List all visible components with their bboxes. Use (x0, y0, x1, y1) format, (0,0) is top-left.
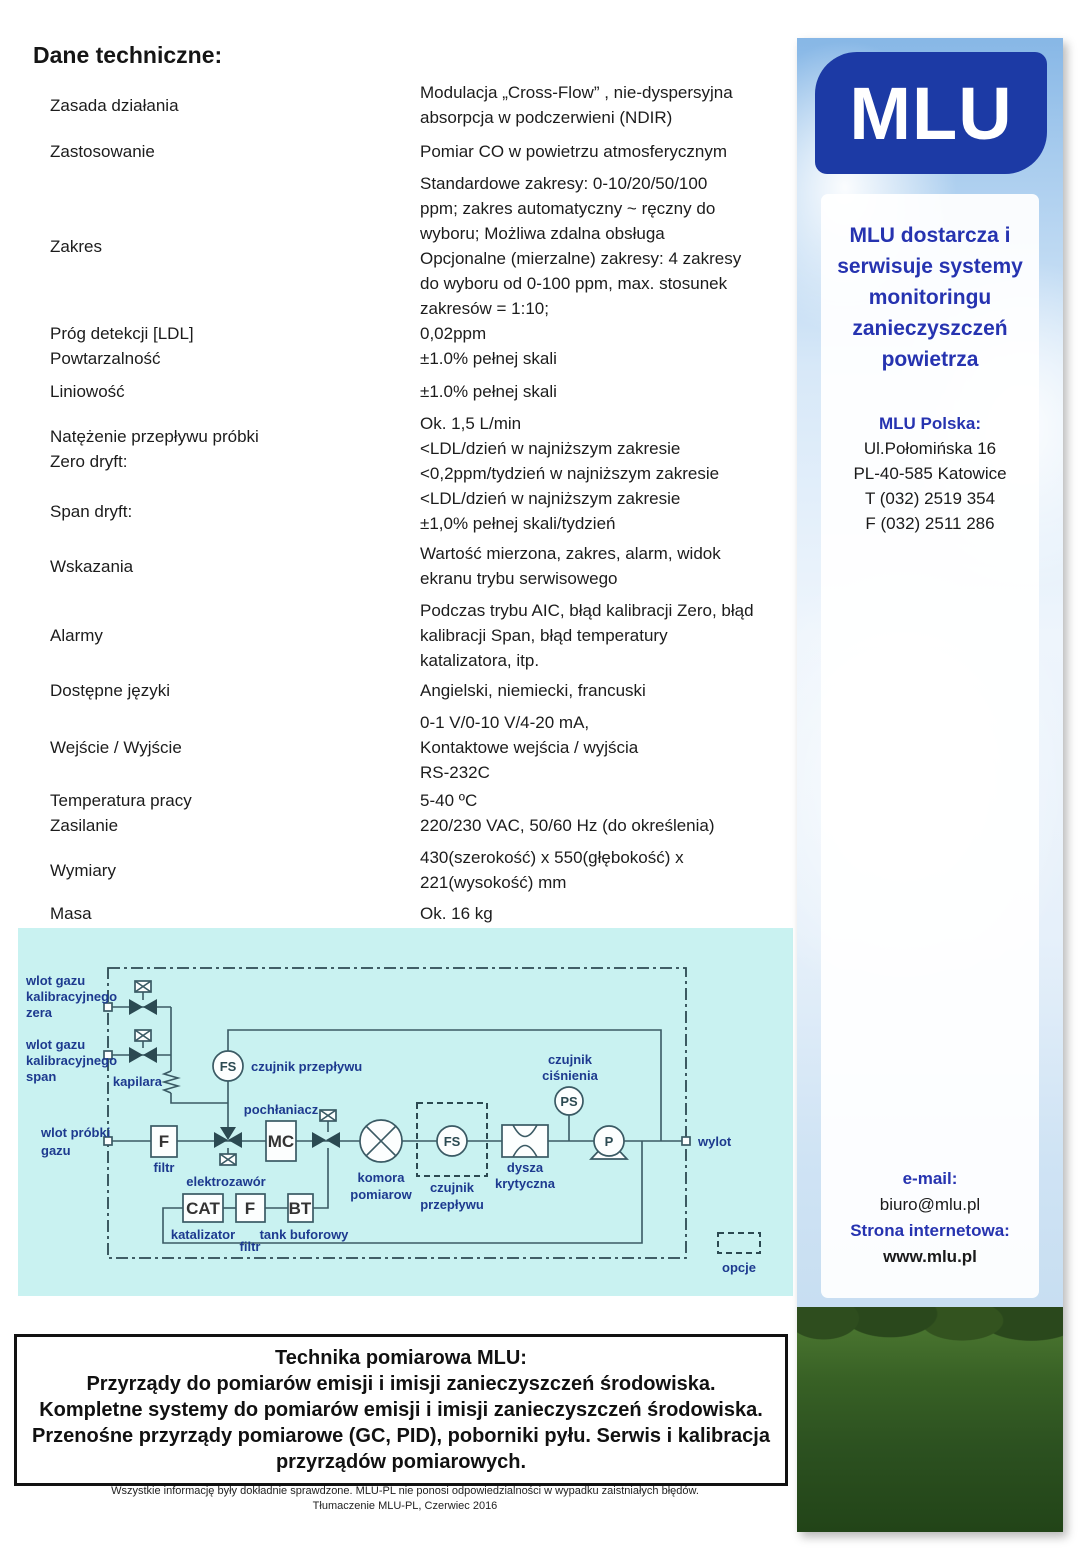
spec-label: Zastosowanie (50, 142, 155, 161)
spec-label: Zero dryft: (50, 451, 128, 471)
spec-row (50, 598, 792, 673)
capillary-zigzag (164, 1071, 178, 1093)
info-box-line: Przyrządy do pomiarów emisji i imisji zanieczyszczeń środowiska. (86, 1373, 716, 1395)
pressure-sensor-label: ciśnienia (542, 1068, 598, 1083)
spec-value-line: 430(szerokość) x 550(głębokość) x (420, 848, 684, 867)
spec-row (50, 710, 792, 785)
phone-number: T (032) 2519 354 (864, 489, 996, 508)
spec-label: Liniowość (50, 382, 125, 401)
info-box-line: Technika pomiarowa MLU: (275, 1347, 527, 1369)
pressure-sensor-label: czujnik (547, 1052, 593, 1067)
spec-value-line: Ok. 16 kg (420, 904, 493, 923)
spec-label: Wymiary (50, 860, 116, 880)
spec-label: Zasada działania (50, 95, 179, 115)
spec-value-line: 0,02ppm (420, 324, 487, 343)
solenoid-valve-label: elektrozawór (186, 1174, 266, 1189)
spec-row (50, 813, 792, 838)
spec-row (50, 80, 792, 130)
spec-row (50, 346, 792, 371)
mlu-logo (815, 52, 1047, 174)
outlet-port (682, 1137, 690, 1145)
sidebar-headline (821, 220, 1039, 375)
address-line: PL-40-585 Katowice (853, 464, 1007, 483)
spec-value-line: Wartość mierzona, zakres, alarm, widok (420, 544, 721, 563)
spec-label: Wejście / Wyjście (50, 738, 182, 757)
buffer-tank-label: tank buforowy (259, 1227, 349, 1242)
pump-letter: P (604, 1134, 614, 1149)
fs1-letters: FS (219, 1059, 237, 1074)
options-box (718, 1233, 760, 1253)
spec-value-line: 0-1 V/0-10 V/4-20 mA, (420, 713, 590, 732)
spec-value-line: Kontaktowe wejścia / wyjścia (420, 738, 639, 757)
website-label: Strona internetowa: (850, 1221, 1010, 1240)
info-box-line: Kompletne systemy do pomiarów emisji i imisji zanieczyszczeń środowiska. (39, 1399, 763, 1421)
spec-row (50, 486, 792, 536)
filter-2-letter: F (244, 1199, 256, 1218)
spec-label: Alarmy (50, 626, 103, 645)
sample-inlet-label: wlot próbki (41, 1125, 111, 1140)
spec-value-line: ±1.0% pełnej skali (420, 349, 557, 368)
zero-gas-port (104, 1003, 112, 1011)
spec-value-line: Angielski, niemiecki, francuski (420, 681, 646, 700)
capillary-label: kapilara (112, 1074, 162, 1089)
outlet-label: wylot (698, 1134, 732, 1149)
spec-value-line: ±1.0% pełnej skali (420, 382, 557, 401)
spec-value-line: do wyboru od 0-100 ppm, max. stosunek (420, 274, 728, 293)
fax-number: F (032) 2511 286 (865, 514, 995, 533)
mlu-logo-text: MLU (849, 71, 1013, 155)
critical-nozzle-label: krytyczna (495, 1176, 555, 1191)
spec-value-line: <LDL/dzień w najniższym zakresie (420, 489, 681, 508)
footer-line: Tłumaczenie MLU-PL, Czerwiec 2016 (312, 1500, 498, 1512)
filter-label: filtr (153, 1160, 175, 1175)
options-label: opcje (722, 1260, 756, 1275)
mc-letters: MC (267, 1132, 295, 1151)
spec-value-line: <LDL/dzień w najniższym zakresie (420, 439, 681, 458)
sidebar-headline-line: serwisuje systemy (837, 255, 1023, 278)
info-box-line: Przenośne przyrządy pomiarowe (GC, PID), poborniki pyłu. Serwis i kalibracja przyrządów pomiarowych. (32, 1425, 770, 1473)
span-inlet-label: wlot gazu (26, 1037, 86, 1052)
bt-letters: BT (288, 1199, 312, 1218)
spec-value-line: Pomiar CO w powietrzu atmosferycznym (420, 142, 728, 161)
spec-row (50, 411, 792, 486)
footer-line: Wszystkie informację były dokładnie sprawdzone. MLU-PL nie ponosi odpowiedzialności w wypadku zaistniałych błędów. (111, 1485, 699, 1497)
spec-value-line: Modulacja „Cross-Flow” , nie-dyspersyjna (420, 83, 733, 102)
spec-value-line: ±1,0% pełnej skali/tydzień (420, 514, 616, 533)
measuring-chamber-label: pomiarow (350, 1187, 412, 1202)
sidebar-panel (821, 194, 1039, 1298)
spec-value-line: 5-40 ºC (420, 791, 478, 810)
spec-value-line: ppm; zakres automatyczny ~ ręczny do (420, 199, 716, 218)
sidebar-headline-line: monitoringu (868, 286, 992, 309)
spec-value-line: wyboru; Możliwa zdalna obsługa (420, 224, 665, 243)
sidebar (797, 38, 1063, 1532)
spec-label: Dostępne języki (50, 681, 171, 700)
spec-label: Zasilanie (50, 816, 119, 835)
filter-letter: F (158, 1132, 170, 1151)
spec-value-line: 220/230 VAC, 50/60 Hz (do określenia) (420, 816, 715, 835)
contact-block (821, 1166, 1039, 1298)
spec-label: Wskazania (50, 556, 134, 576)
critical-nozzle-icon (502, 1125, 548, 1157)
spec-value-line: Opcjonalne (mierzalne) zakresy: 4 zakresy (420, 249, 742, 268)
spec-row (50, 541, 792, 591)
spec-label: Span dryft: (50, 501, 133, 521)
spec-row (50, 379, 792, 404)
span-inlet-label: kalibracyjnego (26, 1053, 118, 1068)
spec-value-line: absorpcja w podczerwieni (NDIR) (420, 108, 673, 127)
info-box (14, 1334, 788, 1486)
flow-sensor-2-label: przepływu (420, 1197, 484, 1212)
spec-row (50, 901, 792, 926)
footer-note (20, 1484, 790, 1514)
cat-letters: CAT (186, 1199, 220, 1218)
zero-valve-icon (129, 999, 143, 1015)
span-inlet-label: span (26, 1069, 57, 1084)
flow-sensor-1-label: czujnik przepływu (251, 1059, 363, 1074)
spec-value-line: ekranu trybu serwisowego (420, 569, 618, 588)
spec-label: Temperatura pracy (50, 791, 192, 810)
spec-value-line: 221(wysokość) mm (420, 873, 567, 892)
zero-inlet-label: zera (26, 1005, 53, 1020)
spec-label: Zakres (50, 236, 102, 256)
spec-value-line: Standardowe zakresy: 0-10/20/50/100 (420, 174, 708, 193)
grass-photo (797, 1307, 1063, 1532)
spec-label: Próg detekcji [LDL] (50, 324, 194, 343)
spec-label: Masa (50, 904, 92, 923)
measuring-chamber-label: komora (357, 1170, 405, 1185)
spec-row (50, 321, 792, 346)
sample-inlet-label: gazu (41, 1143, 71, 1158)
flow-diagram (18, 928, 793, 1296)
page-title: Dane techniczne: (33, 42, 223, 68)
email-label: e-mail: (902, 1169, 958, 1188)
valve-2-icon (312, 1132, 326, 1148)
spec-row (50, 678, 792, 703)
spec-row (50, 171, 792, 321)
sidebar-headline-line: MLU dostarcza i (849, 224, 1011, 247)
spec-value-line: RS-232C (420, 763, 490, 782)
email-address: biuro@mlu.pl (879, 1195, 981, 1214)
sidebar-headline-line: zanieczyszczeń (852, 317, 1008, 340)
address-line: Ul.Połomińska 16 (863, 439, 997, 458)
spec-row (50, 845, 792, 895)
catalyst-label: katalizator (170, 1227, 236, 1242)
spec-label: Powtarzalność (50, 349, 161, 368)
spec-value-line: kalibracji Span, błąd temperatury (420, 626, 668, 645)
spec-row (50, 139, 792, 164)
flow-sensor-2-label: czujnik (429, 1180, 475, 1195)
spec-value-line: katalizatora, itp. (420, 651, 540, 670)
spec-value-line: zakresów = 1:10; (420, 299, 549, 318)
ps-letters: PS (560, 1094, 578, 1109)
spec-table (50, 80, 792, 926)
zero-inlet-label: wlot gazu (26, 973, 86, 988)
company-name: MLU Polska: (878, 414, 982, 433)
spec-label: Natężenie przepływu próbki (50, 426, 259, 446)
spec-value-line: Ok. 1,5 L/min (420, 414, 522, 433)
fs2-letters: FS (443, 1134, 461, 1149)
scrubber-label: pochłaniacz (243, 1102, 319, 1117)
span-valve-icon (129, 1047, 143, 1063)
spec-value-line: <0,2ppm/tydzień w najniższym zakresie (420, 464, 720, 483)
flow-diagram-svg (18, 928, 793, 1296)
filter-2-label: filtr (239, 1239, 261, 1254)
critical-nozzle-label: dysza (506, 1160, 544, 1175)
website-url: www.mlu.pl (883, 1247, 977, 1266)
spec-value-line: Podczas trybu AIC, błąd kalibracji Zero, błąd (420, 601, 754, 620)
spec-row (50, 788, 792, 813)
sidebar-headline-line: powietrza (881, 348, 979, 371)
zero-inlet-label: kalibracyjnego (26, 989, 118, 1004)
